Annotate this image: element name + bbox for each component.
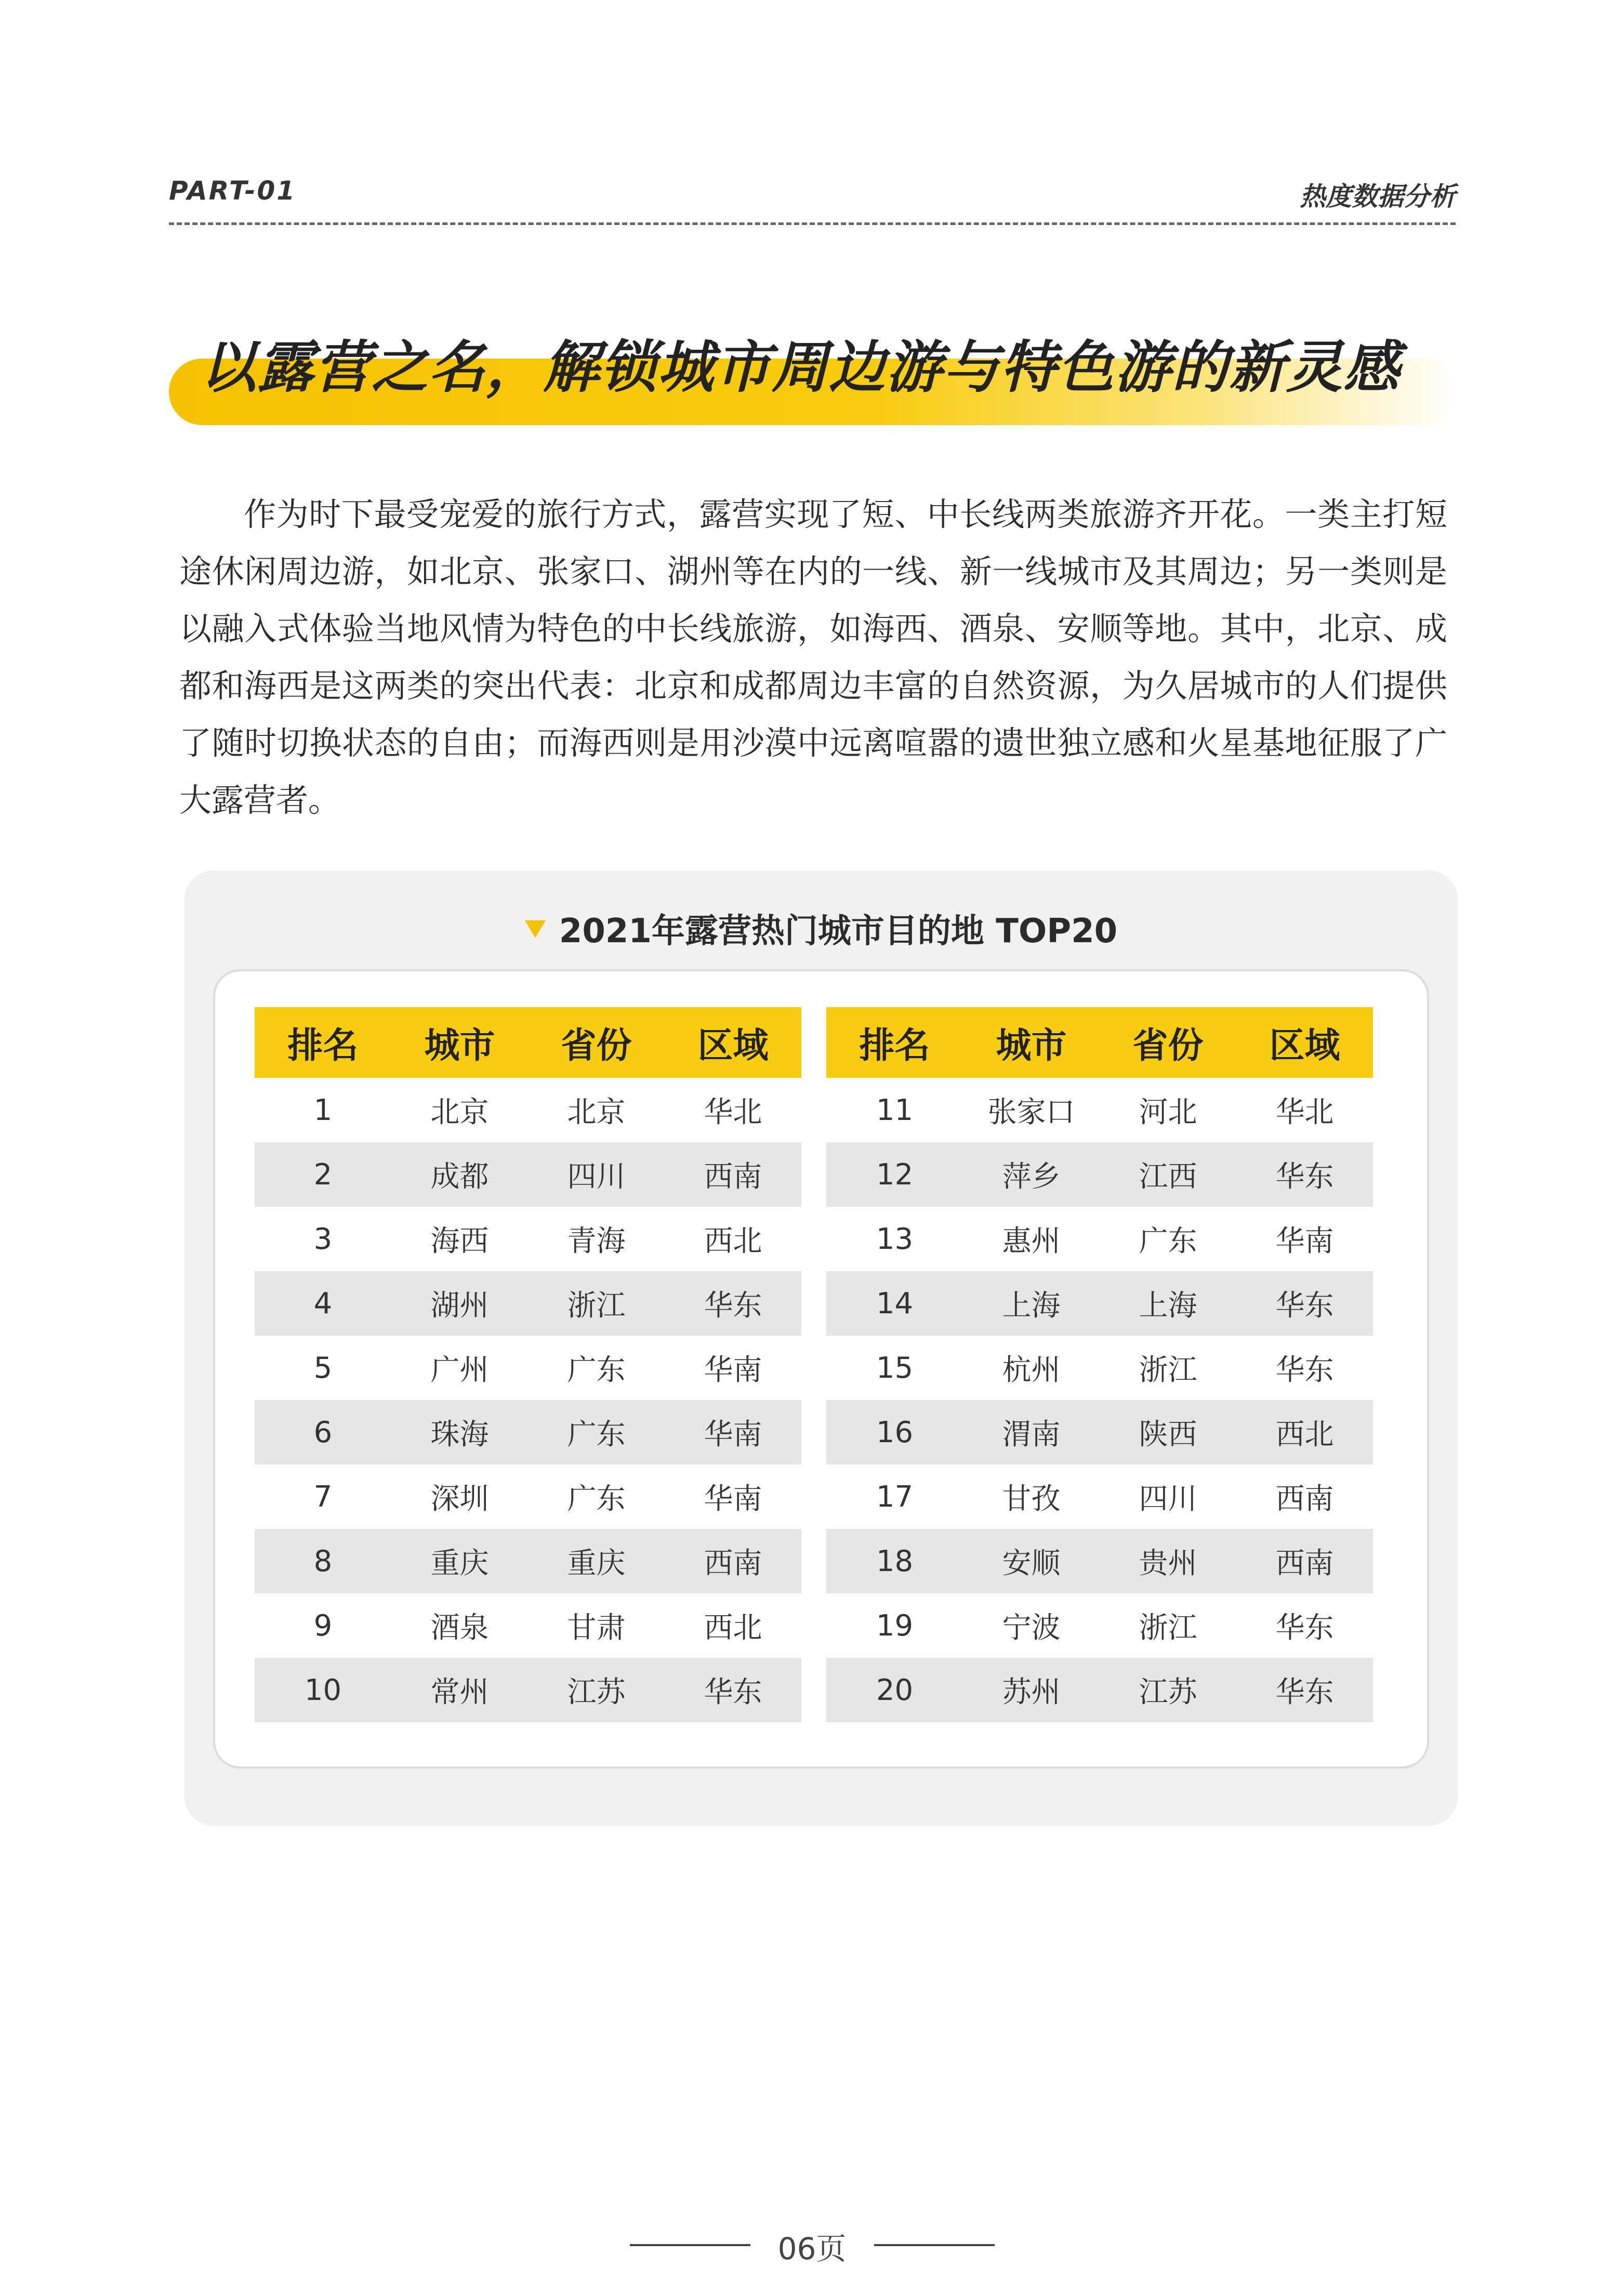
cell-rank: 13 bbox=[876, 1222, 914, 1256]
cell-rank: 7 bbox=[313, 1480, 333, 1514]
cell-rank: 14 bbox=[826, 1271, 963, 1336]
table-row bbox=[255, 1465, 801, 1529]
cell-city: 宁波 bbox=[1002, 1611, 1061, 1645]
table-row bbox=[255, 1658, 801, 1722]
cell-province: 江苏 bbox=[528, 1658, 665, 1722]
table-row bbox=[255, 1529, 801, 1593]
cell-region: 华北 bbox=[704, 1096, 762, 1129]
cell-province: 广东 bbox=[528, 1400, 665, 1465]
table-title-text: 2021年露营热门城市目的地 TOP20 bbox=[559, 912, 1118, 951]
cell-region: 华南 bbox=[704, 1353, 762, 1387]
header-province: 省份 bbox=[528, 1007, 665, 1078]
cell-city: 北京 bbox=[430, 1096, 489, 1129]
header-region: 区域 bbox=[665, 1007, 801, 1078]
cell-region: 西北 bbox=[1236, 1400, 1373, 1465]
table-row bbox=[255, 1207, 801, 1271]
cell-rank: 1 bbox=[313, 1093, 333, 1127]
header-region: 区域 bbox=[1236, 1007, 1373, 1078]
page-number: 06页 bbox=[777, 2231, 847, 2266]
page-title: 以露营之名，解锁城市周边游与特色游的新灵感 bbox=[200, 335, 1401, 400]
cell-region: 西南 bbox=[1275, 1482, 1334, 1516]
table-row bbox=[826, 1142, 1373, 1207]
triangle-marker-icon bbox=[525, 920, 546, 938]
cell-rank: 18 bbox=[826, 1529, 963, 1593]
cell-province: 河北 bbox=[1139, 1096, 1197, 1129]
cell-city: 湖州 bbox=[391, 1271, 528, 1336]
cell-region: 华东 bbox=[1236, 1271, 1373, 1336]
cell-rank: 5 bbox=[313, 1351, 333, 1385]
cell-region: 西南 bbox=[665, 1529, 801, 1593]
cell-rank: 12 bbox=[826, 1142, 963, 1207]
page-footer bbox=[0, 2224, 1624, 2266]
table-row bbox=[826, 1465, 1373, 1529]
cell-city: 成都 bbox=[391, 1142, 528, 1207]
cell-city: 重庆 bbox=[391, 1529, 528, 1593]
section-label: 热度数据分析 bbox=[1300, 181, 1456, 212]
header-rank: 排名 bbox=[255, 1007, 391, 1078]
cell-region: 华东 bbox=[1236, 1658, 1373, 1722]
cell-province: 甘肃 bbox=[567, 1611, 626, 1645]
cell-region: 华东 bbox=[1275, 1353, 1334, 1387]
cell-city: 海西 bbox=[430, 1224, 489, 1258]
cell-province: 广东 bbox=[567, 1482, 626, 1516]
table-row bbox=[255, 1593, 801, 1658]
cell-rank: 6 bbox=[255, 1400, 391, 1465]
cell-province: 北京 bbox=[567, 1096, 626, 1129]
cell-province: 浙江 bbox=[1139, 1353, 1197, 1387]
cell-rank: 3 bbox=[313, 1222, 333, 1256]
cell-city: 珠海 bbox=[391, 1400, 528, 1465]
table-row bbox=[826, 1271, 1373, 1336]
part-label: PART-01 bbox=[169, 176, 297, 206]
cell-region: 华南 bbox=[1275, 1224, 1334, 1258]
ranking-table-right bbox=[826, 1007, 1373, 1722]
cell-city: 杭州 bbox=[1002, 1353, 1061, 1387]
table-row bbox=[826, 1078, 1373, 1142]
cell-city: 萍乡 bbox=[963, 1142, 1100, 1207]
cell-region: 华东 bbox=[665, 1658, 801, 1722]
cell-city: 惠州 bbox=[1002, 1224, 1061, 1258]
table-header-row bbox=[826, 1007, 1373, 1078]
cell-rank: 19 bbox=[876, 1608, 914, 1643]
cell-rank: 20 bbox=[826, 1658, 963, 1722]
header-province: 省份 bbox=[1100, 1007, 1236, 1078]
table-row bbox=[826, 1658, 1373, 1722]
table-row bbox=[255, 1078, 801, 1142]
cell-city: 广州 bbox=[430, 1353, 489, 1387]
cell-rank: 9 bbox=[313, 1608, 333, 1643]
cell-rank: 8 bbox=[255, 1529, 391, 1593]
header-city: 城市 bbox=[391, 1007, 528, 1078]
cell-region: 西北 bbox=[704, 1224, 762, 1258]
cell-region: 西南 bbox=[1236, 1529, 1373, 1593]
cell-rank: 17 bbox=[876, 1480, 914, 1514]
cell-region: 华南 bbox=[665, 1400, 801, 1465]
table-row bbox=[255, 1400, 801, 1465]
table-row bbox=[826, 1593, 1373, 1658]
footer-line-right bbox=[874, 2244, 995, 2246]
header-rank: 排名 bbox=[826, 1007, 963, 1078]
table-row bbox=[826, 1529, 1373, 1593]
table-row bbox=[255, 1336, 801, 1400]
page-header bbox=[169, 176, 1456, 212]
cell-region: 华东 bbox=[1275, 1611, 1334, 1645]
ranking-table-left bbox=[255, 1007, 801, 1722]
table-row bbox=[826, 1336, 1373, 1400]
cell-city: 甘孜 bbox=[1002, 1482, 1061, 1516]
cell-rank: 2 bbox=[255, 1142, 391, 1207]
title-banner bbox=[169, 322, 1456, 421]
header-city: 城市 bbox=[963, 1007, 1100, 1078]
cell-province: 上海 bbox=[1100, 1271, 1236, 1336]
cell-city: 常州 bbox=[391, 1658, 528, 1722]
cell-rank: 11 bbox=[876, 1093, 914, 1127]
cell-region: 华东 bbox=[1236, 1142, 1373, 1207]
cell-province: 江苏 bbox=[1100, 1658, 1236, 1722]
cell-province: 广东 bbox=[567, 1353, 626, 1387]
cell-province: 贵州 bbox=[1100, 1529, 1236, 1593]
cell-region: 西南 bbox=[665, 1142, 801, 1207]
cell-city: 张家口 bbox=[987, 1096, 1075, 1129]
cell-province: 重庆 bbox=[528, 1529, 665, 1593]
cell-province: 浙江 bbox=[528, 1271, 665, 1336]
cell-region: 华南 bbox=[704, 1482, 762, 1516]
table-header-row bbox=[255, 1007, 801, 1078]
cell-rank: 10 bbox=[255, 1658, 391, 1722]
cell-city: 苏州 bbox=[963, 1658, 1100, 1722]
cell-city: 酒泉 bbox=[430, 1611, 489, 1645]
table-title bbox=[184, 904, 1458, 952]
cell-rank: 15 bbox=[876, 1351, 914, 1385]
table-row bbox=[255, 1142, 801, 1207]
header-divider bbox=[169, 222, 1456, 225]
table-row bbox=[826, 1207, 1373, 1271]
cell-region: 华东 bbox=[665, 1271, 801, 1336]
cell-province: 四川 bbox=[528, 1142, 665, 1207]
cell-rank: 16 bbox=[826, 1400, 963, 1465]
cell-province: 江西 bbox=[1100, 1142, 1236, 1207]
cell-rank: 4 bbox=[255, 1271, 391, 1336]
body-paragraph: 作为时下最受宠爱的旅行方式，露营实现了短、中长线两类旅游齐开花。一类主打短途休闲周边游，如北京、张家口、湖州等在内的一线、新一线城市及其周边；另一类则是以融入式体验当地风情为特色的中长线旅游，如海西、酒泉、安顺等地。其中，北京、成都和海西是这两类的突出代表：北京和成都周边丰富的自然资源，为久居城市的人们提供了随时切换状态的自由；而海西则是用沙漠中远离喧嚣的遗世独立感和火星基地征服了广大露营者。 bbox=[179, 495, 1447, 819]
table-row bbox=[826, 1400, 1373, 1465]
cell-city: 上海 bbox=[963, 1271, 1100, 1336]
cell-province: 陕西 bbox=[1100, 1400, 1236, 1465]
cell-city: 安顺 bbox=[963, 1529, 1100, 1593]
cell-province: 浙江 bbox=[1139, 1611, 1197, 1645]
cell-city: 深圳 bbox=[430, 1482, 489, 1516]
cell-city: 渭南 bbox=[963, 1400, 1100, 1465]
cell-province: 广东 bbox=[1139, 1224, 1197, 1258]
table-row bbox=[255, 1271, 801, 1336]
cell-region: 西北 bbox=[704, 1611, 762, 1645]
cell-region: 华北 bbox=[1275, 1096, 1334, 1129]
cell-province: 四川 bbox=[1139, 1482, 1197, 1516]
cell-province: 青海 bbox=[567, 1224, 626, 1258]
